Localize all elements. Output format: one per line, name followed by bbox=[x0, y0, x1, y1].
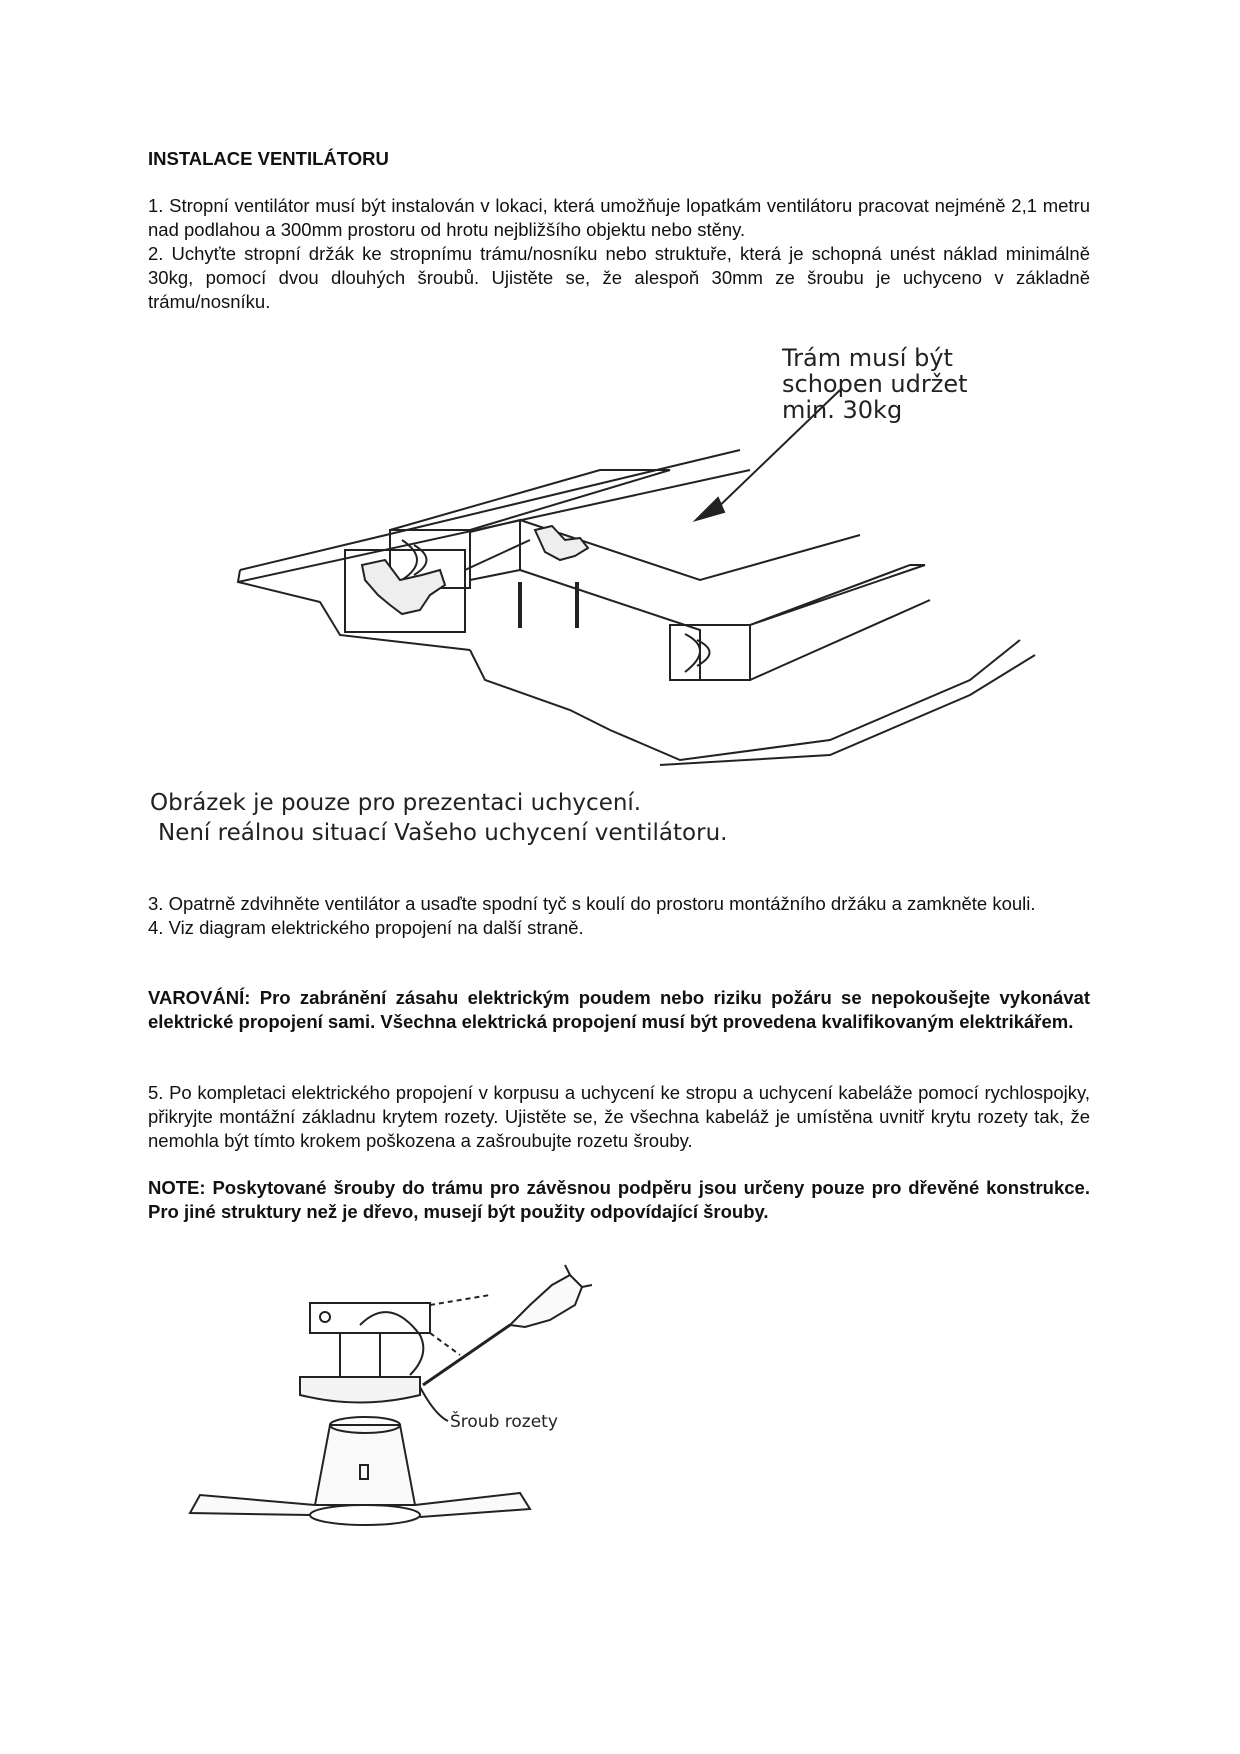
instructions-block-2 bbox=[148, 892, 1090, 940]
instruction-4: 4. Viz diagram elektrického propojení na další straně. bbox=[148, 917, 584, 938]
callout-line-3: min. 30kg bbox=[782, 396, 903, 424]
callout-line-1: Trám musí být bbox=[782, 344, 953, 372]
instruction-3: 3. Opatrně zdvihněte ventilátor a usaďte spodní tyč s koulí do prostoru montážního držáku a zamkněte kouli. bbox=[148, 893, 1036, 914]
canopy-screw-label: Šroub rozety bbox=[450, 1412, 558, 1432]
warning-paragraph: VAROVÁNÍ: Pro zabránění zásahu elektrickým poudem nebo riziku požáru se nepokoušejte vykonávat elektrické propojení sami. Všechna elektrická propojení musí být provedena kvalifikovaným elektrikářem. bbox=[148, 987, 1090, 1032]
canopy-screw-figure bbox=[180, 1265, 620, 1565]
page-title: INSTALACE VENTILÁTORU bbox=[148, 148, 389, 169]
instruction-1: 1. Stropní ventilátor musí být instalován v lokaci, která umožňuje lopatkám ventilátoru pracovat nejméně 2,1 metru nad podlahou a 300mm prostoru od hrotu nejbližšího objektu nebo stěny. bbox=[148, 195, 1090, 240]
figure-caption-line-2: Není reálnou situací Vašeho uchycení ventilátoru. bbox=[158, 820, 728, 846]
callout-line-2: schopen udržet bbox=[782, 370, 968, 398]
instructions-block-1 bbox=[148, 194, 1090, 314]
figure-caption-line-1: Obrázek je pouze pro prezentaci uchycení. bbox=[150, 790, 642, 816]
beam-mounting-figure bbox=[140, 344, 1100, 870]
instruction-2: 2. Uchyťte stropní držák ke stropnímu trámu/nosníku nebo struktuře, která je schopná unést náklad minimálně 30kg, pomocí dvou dlouhých šroubů. Ujistěte se, že alespoň 30mm ze šroubu je uchyceno v základně trámu/nosníku. bbox=[148, 243, 1090, 312]
instruction-5: 5. Po kompletaci elektrického propojení v korpusu a uchycení ke stropu a uchycení kabeláže pomocí rychlospojky, přikryjte montážní základnu krytem rozety. Ujistěte se, že všechna kabeláž je umístěna uvnitř krytu rozety tak, že nemohla být tímto krokem poškozena a zašroubujte rozetu šrouby. bbox=[148, 1082, 1090, 1151]
note-paragraph: NOTE: Poskytované šrouby do trámu pro závěsnou podpěru jsou určeny pouze pro dřevěné konstrukce. Pro jiné struktury než je dřevo, musejí být použity odpovídající šrouby. bbox=[148, 1177, 1090, 1222]
